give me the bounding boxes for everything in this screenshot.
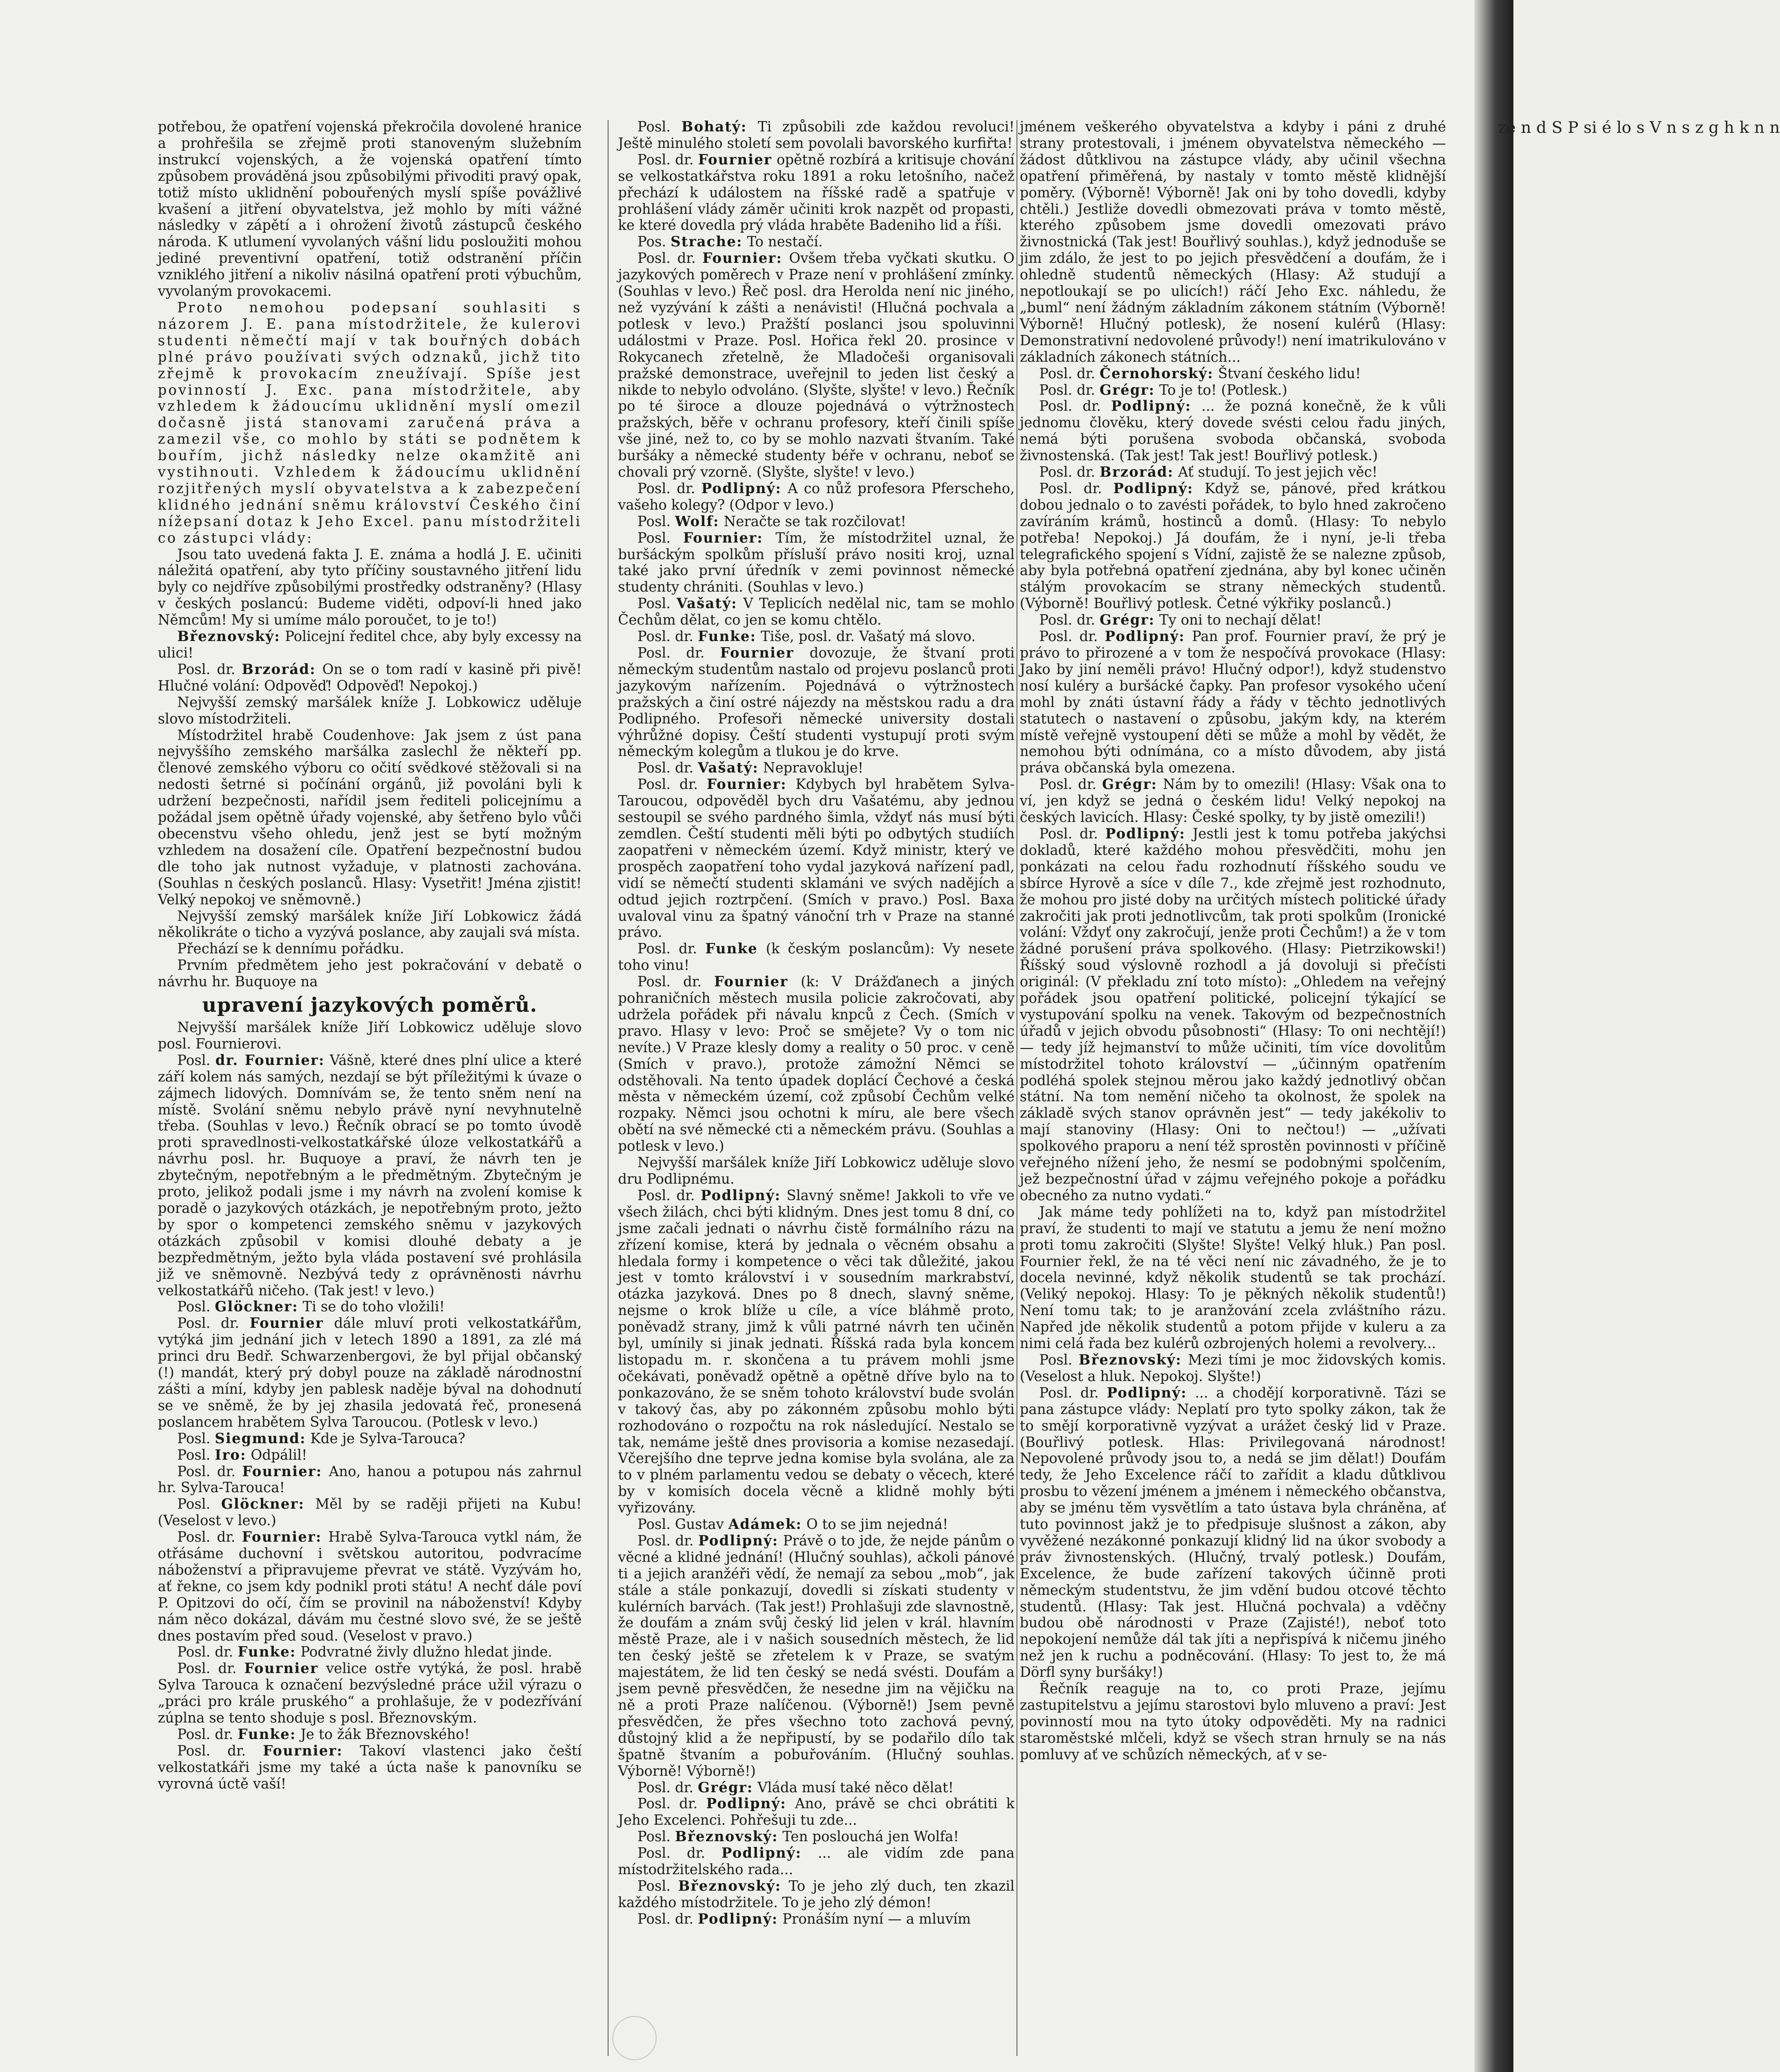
speaker-prefix: Posl. dr. — [637, 151, 698, 168]
paragraph — [158, 119, 582, 300]
speaker-name: Funke — [705, 940, 758, 957]
speaker-prefix: Posl. — [177, 1496, 221, 1512]
paragraph — [158, 941, 582, 957]
speaker-prefix: Posl. dr. — [637, 760, 698, 776]
speaker-name: Březnovský: — [675, 1828, 778, 1845]
paragraph-text: To je jeho zlý duch, ten zkazil každého místodržitele. To je jeho zlý démon! — [618, 1877, 1015, 1910]
speaker-name: Glöckner: — [215, 1298, 299, 1315]
speaker-name: Grégr: — [698, 1779, 753, 1796]
paragraph-text: Přechází se k dennímu pořádku. — [177, 941, 404, 957]
paragraph-text: dále mluví proti velkostatkářům, vytýká jim jednání jich v letech 1890 a 1891, za zlé má princi dru Bedř. Schwarzenbergovi, že byl přijal občanský (!) mandát, který prý dobyl pouze na základě národnostní zášti a míní, kdyby jen pablesk naděje býval na dohodnutí se ve sněmě, že by jej zhasila jedovatá řeč, pronesená poslancem hrabětem Sylva Taroucou. (Potlesk v levo.) — [158, 1315, 582, 1430]
paragraph-text: Takoví vlastenci jako čeští velkostatkáři jsme my také a úcta naše k panovníku se vyrovná úctě vaší! — [158, 1742, 582, 1792]
speaker-name: dr. Fournier: — [215, 1051, 325, 1068]
speaker-name: Brzorád: — [242, 660, 316, 677]
paragraph-text: Kde je Sylva-Tarouca? — [306, 1430, 465, 1446]
paragraph-text: Ať studují. To jest jejich věc! — [1173, 464, 1378, 480]
paragraph-text: Řečník reaguje na to, co proti Praze, jejímu zastupitelstvu a jejímu starostovi bylo mluveno a praví: Jest povinností mou na tyto útoky odpověděti. My na radnici staroměstské mlčeli, když se všech stran hrnuly se na nás pomluvy ať ve schůzích německých, ať v se- — [1020, 1681, 1446, 1763]
paragraph — [618, 1516, 1015, 1533]
speaker-prefix: Posl. dr. — [637, 1532, 699, 1549]
paragraph-text: Ten poslouchá jen Wolfa! — [778, 1828, 959, 1845]
speaker-prefix: Posl. dr. — [177, 1726, 238, 1742]
speaker-name: Podlipný: — [1111, 398, 1192, 414]
paragraph — [158, 1529, 582, 1644]
speaker-name: Adámek: — [728, 1516, 802, 1533]
text-column-left — [158, 119, 582, 2059]
paragraph-text: Prvním předmětem jeho jest pokračování v debatě o návrhu hr. Buquoye na — [158, 957, 582, 990]
paragraph — [1020, 776, 1446, 826]
paragraph-text: Místodržitel hrabě Coudenhove: Jak jsem z úst pana nejvyššího zemského maršálka zaslechl že někteří pp. členové zemského výboru co očití svědkové stěžovali si na nedosti šetrné si počínání orgánů, již povoláni byli k udržení bezpečnosti, nařídil jsem řediteli policejnímu a požádal jsem opětně úřady vojenské, aby šetřeno bylo vůči obecenstvu všeho ohledu, jenž jest se bytí možným vzhledem na dosažení cíle. Opatření bezpečnostní budou dle toho jak nutnost vyžaduje, v platnosti zachována. (Souhlas n českých poslanců. Hlasy: Vysetřit! Jména zjistit! Velký nepokoj ve sněmovně.) — [158, 727, 582, 908]
paragraph — [158, 1299, 582, 1315]
adjacent-page-edge-text: ze n d S P si é lo s V n s z g h k n n — [1498, 118, 1780, 137]
paragraph-text: Hrabě Sylva-Tarouca vytkl nám, že otřásáme duchovní i světskou autoritou, podvracíme náboženství a připravujeme převrat ve státě. Vyzývám ho, ať řekne, co jsem kdy podnikl proti státu! A nechť dále poví P. Opitzovi do očí, čím se provinil na náboženství! Kdyby nám něco dokázal, dávám mu čestné slovo své, že se ještě dnes postavím před soud. (Veselost v pravo.) — [158, 1529, 582, 1644]
speaker-name: Fournier: — [707, 776, 787, 793]
text-column-middle — [618, 119, 1015, 2059]
speaker-prefix: Posl. dr. — [1039, 398, 1111, 414]
speaker-prefix: Posl. — [637, 1877, 678, 1894]
paragraph-text: Tím, že místodržitel uznal, že buršáckým spolkům přísluší právo nositi kroj, uznal také jako první úředník v zemi povinnost německé studenty chrániti. (Souhlas v levo.) — [618, 529, 1015, 595]
speaker-prefix: Posl. dr. — [177, 1660, 244, 1677]
paragraph-text: Vláda musí také něco dělat! — [753, 1779, 954, 1796]
paragraph — [158, 1019, 582, 1052]
speaker-name: Podlipný: — [1105, 825, 1186, 842]
paragraph — [1020, 826, 1446, 1204]
paragraph — [158, 300, 582, 546]
speaker-name: Siegmund: — [215, 1430, 306, 1446]
paragraph-text: Nejvyšší maršálek kníže Jiří Lobkowicz uděluje slovo dru Podlipnému. — [618, 1154, 1015, 1187]
paragraph-text: Ano, hanou a potupou nás zahrnul hr. Sylva-Tarouca! — [158, 1463, 582, 1496]
paragraph — [618, 250, 1015, 480]
paragraph-text: Odpálil! — [246, 1446, 308, 1463]
paragraph-text: Pan prof. Fournier praví, že prý je právo to přirozené a v tom že nespočívá provokace (Hlasy: Jako by jiní neměli právo! Hlučný odpor!), když studenstvo nosí kuléry a buršácké čapky. Pan profesor vysokého učení mohl by znáti ústavní řády a řády v těchto jednotlivých statutech o nastavení o způsobu, jakým kdy, na kterém místě veřejně vystoupení děti se může a mohl by vědět, že nemohou býti odnímána, co a místo důvodem, aby jistá práva občanská byla omezena. — [1020, 628, 1446, 776]
paragraph — [618, 1878, 1015, 1911]
speaker-name: Grégr: — [1102, 776, 1157, 793]
speaker-prefix: Posl. Gustav — [637, 1516, 729, 1533]
speaker-prefix: Posl. dr. — [637, 776, 707, 793]
text-column-right — [1020, 119, 1446, 2059]
paragraph — [158, 1496, 582, 1529]
paragraph — [618, 1154, 1015, 1187]
paragraph-text: Ty oni to nechají dělat! — [1154, 612, 1322, 628]
speaker-prefix: Posl. dr. — [1039, 776, 1102, 793]
speaker-prefix: Posl. dr. — [177, 1315, 250, 1332]
speaker-prefix: Posl. — [177, 1430, 215, 1446]
paragraph — [158, 628, 582, 661]
paragraph — [618, 1796, 1015, 1828]
column-divider — [1016, 120, 1017, 2056]
speaker-name: Bohatý: — [681, 118, 747, 135]
paragraph-text: Nejvyšší zemský maršálek kníže Jiří Lobkowicz žádá několikráte o ticho a vyzývá poslance, aby zaujali svá místa. — [158, 908, 582, 941]
paragraph — [618, 941, 1015, 974]
paragraph — [1020, 480, 1446, 612]
speaker-name: Březnovský: — [678, 1877, 781, 1894]
paragraph — [158, 1726, 582, 1743]
speaker-prefix: Posl. dr. — [177, 1529, 242, 1545]
paragraph-text: Jestli jest k tomu potřeba jakýchsi dokladů, které každého mohou přesvědčiti, mohu jen ponkázati na celou řadu rozhodnutí říšského soudu ve sbírce Hyrově a síce v díle 7., kde zřejmě jest rozhodnuto, že mohou pro jisté doby na určitých místech politické úřady zakročiti jak proti jednotlivcům, tak proti spolkům (Ironické volání: Vždyť ony zakročují, jenže proti Čechům!) a že v tom žádné porušení práva spolkového. (Hlasy: Pietrzikowski!) Říšský soud výslovně rozhodl a já dovoluji si přečísti originál: (V překladu zní toto místo): „Ohledem na veřejný pořádek jsou opatření politické, policejní týkající se vystupování spolku na venek. Takovým od bezpečnostních úřadů v jejich obvodu působnosti“ (Hlasy: To oni nechtějí!) — tedy jíž hejmanství to může učiniti, tím více dovolitům místodržitel tohoto království — „účinným opatřením podléhá spolek stejnou měrou jako každý jednotlivý občan státní. Na tom nemění ničeho ta okolnost, že spolek na základě svých stanov oprávněn jest“ — tedy jakékoliv to mají stanoviny (Hlasy: Oni to nečtou!) — „užívati spolkového praporu a není též sprostěn povinnosti v příčině veřejného nížení jeho, že nesmí se podobnými spolčením, jež bezpečnostní úřad v zájmu veřejného pokoje a pořádku obecného za nutno vydati.“ — [1020, 825, 1447, 1203]
paragraph-text: (k českým poslancům): Vy nesete toho vinu! — [618, 941, 1015, 974]
paragraph — [618, 530, 1015, 596]
speaker-prefix: Posl. dr. — [637, 628, 698, 645]
paragraph-text: V Teplicích nedělal nic, tam se mohlo Čechům dělat, co jen se komu chtělo. — [618, 595, 1015, 628]
paragraph-text: dovozuje, že štvaní proti německým studentům nastalo od projevu poslanců proti jazykovým nařízením. Pojednává o výtržnostech pražských a činí ostré nájezdy na městskou radu a dra Podlipného. Profesoři německé university dostali výhrůžné dopisy. Čeští studenti vystupují proti svým německým kolegům a tlukou je do krve. — [618, 645, 1015, 760]
paragraph-text: Nám by to omezili! (Hlasy: Však ona to ví, jen když se jedná o českém lidu! Velký nepokoj na českých lavicích. Hlasy: České spolky, ty by jistě omezili!) — [1020, 776, 1446, 826]
paragraph — [1020, 366, 1446, 382]
speaker-name: Funke: — [698, 628, 756, 645]
paragraph — [618, 1187, 1015, 1516]
speaker-prefix: Posl. dr. — [637, 1187, 701, 1203]
paragraph — [158, 1052, 582, 1299]
paragraph — [158, 957, 582, 990]
speaker-prefix: Posl. — [1039, 1351, 1079, 1368]
speaker-prefix: Posl. dr. — [1039, 1384, 1107, 1401]
paragraph — [618, 595, 1015, 628]
paragraph — [1020, 464, 1446, 480]
paragraph — [158, 546, 582, 629]
paragraph-text: On se o tom radí v kasině při pivě! Hlučné volání: Odpověď! Odpověď! Nepokoj.) — [158, 661, 582, 694]
paragraph-text: Právě o to jde, že nejde pánům o věcné a klidné jednání! (Hlučný souhlas), ačkoli pánové ti a jejich aranžéři vědí, že nemají za sebou „mob“, jak stále a stále ponkazují, dovedli si získati studenty v kulérních barvách. (Tak jest!) Prohlašuji zde slavnostně, že doufám a znám svůj český lid jelen v král. hlavním městě Praze, ale i v našich sousedních městech, že lid ten český ještě se zřetelem k v Praze, se svatým majestátem, že lid ten český se nedá svésti. Doufám a jsem pevně přesvědčen, že nesedne jim na vějičku na ně a proti Praze nalíčenou. (Výborně!) Jsem pevně přesvědčen, že přes všechno toto zachová pevný, důstojný klid a že nepřipustí, by se podařilo dílo tak špatně štvaním a pobuřováním. (Hlučný souhlas. Výborně! Výborně!) — [618, 1532, 1015, 1779]
paragraph — [158, 1315, 582, 1430]
paragraph — [1020, 1204, 1446, 1352]
paragraph — [1020, 1352, 1446, 1385]
paragraph-text: Ano, právě se chci obrátiti k Jeho Excelenci. Pohřešuji tu zde... — [618, 1796, 1015, 1828]
paragraph — [618, 513, 1015, 530]
speaker-name: Grégr: — [1099, 381, 1155, 398]
paragraph-text: Podvratné živly dlužno hledat jinde. — [296, 1644, 553, 1660]
speaker-name: Fournier: — [242, 1528, 322, 1545]
paragraph — [158, 1644, 582, 1660]
paragraph — [1020, 398, 1446, 464]
speaker-name: Strache: — [670, 233, 743, 250]
speaker-name: Funke: — [237, 1643, 296, 1660]
speaker-prefix: Posl. — [637, 529, 683, 546]
paragraph-text: Jak máme tedy pohlížeti na to, když pan místodržitel praví, že studenti to mají ve statutu a jemu že není možno proti tomu zakročiti (Slyšte! Slyšte! Velký hluk.) Pan posl. Fournier řekl, že na té věci není nic závadného, že je to docela nevinné, když několik studentů se tak prochází. (Veliký nepokoj. Hlasy: To je pěkných několik studentů!) Není tomu tak; to je aranžování zcela zvláštního rázu. Napřed jde několik studentů a potom přijde v kuleru a za nimi celá řada bez kulérů ozbrojených holemi a revolvery... — [1020, 1203, 1446, 1352]
speaker-name: Podlipný: — [706, 1795, 787, 1812]
speaker-name: Fournier: — [702, 250, 782, 267]
paragraph — [158, 727, 582, 908]
paragraph — [618, 974, 1015, 1154]
speaker-name: Wolf: — [675, 512, 720, 529]
paragraph — [1020, 1681, 1446, 1763]
speaker-prefix: Posl. dr. — [177, 661, 242, 677]
paragraph-text: Ovšem třeba vyčkati skutku. O jazykových poměrech v Praze není v prohlášení zmínky. (Souhlas v levo.) Řeč posl. dra Herolda není nic jiného, než vyzývání k zášti a nenávisti! (Hlučná pochvala a potlesk v levo.) Pražští poslanci jsou spoluvinni událostmi v Praze. Posl. Hořica řekl 20. prosince v Rokycanech zřetelně, že Mladočeši organisovali pražské demonstrace, uveřejnil to jeden list český a nikde to nebylo odvoláno. (Slyšte, slyšte! v levo.) Řečník po té široce a dlouze pojednává o výtržnostech pražských, běře v ochranu profesory, kteří činili spíše vše jiné, než to, co by se mohlo nazvati štvaním. Také buršáky a německé studenty béře v ochranu, neboť se chovali prý vzorně. (Slyšte, slyšte! v levo.) — [618, 250, 1015, 480]
speaker-name: Podlipný: — [698, 1910, 778, 1927]
paragraph-text: opětně rozbírá a kritisuje chování se velkostatkářstva roku 1891 a roku letošního, načež přechází k událostem na říšské radě a spatřuje v prohlášení vlády záměr učiniti krok nazpět od propasti, ke které dovedla prý vláda hraběte Badeniho lid a říši. — [618, 151, 1015, 234]
paragraph-text: potřebou, že opatření vojenská překročila dovolené hranice a prohřešila se zřejmě proti stanoveným služebním instrukcí vojenských, a že vojenská opatření tímto způsobem prováděná jsou způsobilými přivoditi pravý opak, totiž místo uklidnění pobouřených myslí spíše povážlivé kvašení a jitření obyvatelstva, jež mohlo by míti vážné následky v zápětí a i ohrožení životů zástupců českého národa. K utlumení vyvolaných vášní lidu posloužiti mohou jediné preventivní opatření, totiž odstranění příčin vzniklého jitření a nikoliv násilná opatření proti výbuchům, vyvolaným provokacemi. — [158, 119, 582, 300]
speaker-prefix: Posl. dr. — [637, 1845, 722, 1861]
paragraph — [158, 1430, 582, 1447]
paragraph-text: Štvaní českého lidu! — [1213, 365, 1361, 382]
paragraph-text: A co nůž profesora Pferscheho, vašeho kolegy? (Odpor v levo.) — [618, 480, 1015, 513]
speaker-prefix: Posl. dr. — [1039, 825, 1105, 842]
paragraph-text: Nepravokluje! — [758, 760, 864, 776]
speaker-prefix: Posl. — [177, 1052, 216, 1068]
speaker-name: Podlipný: — [701, 479, 782, 496]
paragraph-text: (k: V Drážďanech a jiných pohraničních městech musila policie zakročovati, aby udržela pořádek při návalu knpců z Čech. (Smích v pravo. Hlasy v levo: Proč se smějete? Vy o tom nic nevíte.) V Praze klesly domy a reality o 50 proc. v ceně (Smích v pravo.), protože zámožní Němci se odstěhovali. Na tento úpadek doplácí Čechové a česká města v německém území, což způsobí Čechům velké rozpaky. Němci jsou ochotni k míru, ale bere všech obětí na své německé cti a německém právu. (Souhlas a potlesk v levo.) — [618, 974, 1015, 1154]
paragraph-text: O to se jim nejedná! — [802, 1516, 948, 1533]
speaker-name: Funke: — [237, 1726, 296, 1742]
paragraph — [618, 234, 1015, 250]
paragraph-text: Vášně, které dnes plní ulice a které září kolem nás samých, nezdají se být příležitými k úvaze o zájmech lidových. Domnívám se, že tento sněm není na místě. Svolání sněmu nebylo právě nyní nevyhnutelně třeba. (Souhlas v levo.) Řečník obrací se po tomto úvodě proti spravedlnosti-velkostatkářské úloze velkostatkářů a návrhu posl. hr. Buquoye a praví, že návrh ten je zbytečným, nepotřebným a le předmětným. Zbytečným je proto, jelikož podali jsme i my návrh na zvolení komise k poradě o jazykových otázkách, je nepotřebným proto, ježto by spor o kompetenci zemského sněmu v jazykových otázkách způsobil v komisi dlouhé debaty a je bezpředmětným, ježto byla vláda postavení své prohlásila již ve sněmovně. Nezbývá tedy z oprávněnosti návrhu velkostatkářů ničeho. (Tak jest! v levo.) — [158, 1052, 582, 1299]
paragraph-text: Ti způsobili zde každou revoluci! Ještě minulého století sem povolali bavorského kurfiřta! — [618, 119, 1015, 151]
paragraph-text: Nejvyšší maršálek kníže Jiří Lobkowicz uděluje slovo posl. Fournierovi. — [158, 1019, 582, 1052]
speaker-name: Podlipný: — [698, 1532, 779, 1549]
paragraph — [618, 1779, 1015, 1796]
speaker-prefix: Posl. — [177, 1299, 215, 1315]
speaker-prefix: Posl. dr. — [1039, 628, 1105, 645]
paragraph — [618, 1911, 1015, 1927]
speaker-prefix: Posl. dr. — [637, 1910, 698, 1927]
speaker-prefix: Posl. dr. — [637, 645, 720, 661]
speaker-name: Fournier — [698, 151, 772, 168]
paragraph-text: Jsou tato uvedená fakta J. E. známa a hodlá J. E. učiniti náležitá opatření, aby tyto příčiny soustavného jitření lidu byly co nejdříve způsobilými prostředky odstraněny? (Hlasy v českých poslancú: Budeme viděti, odpoví-li hned jako Němcům! My si umíme málo poroučet, to je to!) — [158, 546, 582, 628]
speaker-prefix: Posl. dr. — [637, 1796, 707, 1812]
paragraph — [618, 776, 1015, 941]
speaker-name: Fournier: — [263, 1742, 343, 1759]
speaker-name: Fournier: — [242, 1463, 322, 1479]
speaker-name: Podlipný: — [721, 1844, 802, 1861]
speaker-prefix: Posl. dr. — [177, 1644, 238, 1660]
paragraph-text: Je to žák Březnovského! — [296, 1726, 470, 1742]
speaker-name: Březnovský: — [177, 628, 281, 645]
speaker-name: Podlipný: — [1106, 1384, 1187, 1401]
paragraph — [618, 1845, 1015, 1878]
speaker-name: Vašatý: — [698, 759, 759, 776]
speaker-prefix: Posl. dr. — [637, 250, 703, 267]
speaker-prefix: Posl. dr. — [1039, 365, 1100, 382]
paragraph — [1020, 119, 1446, 366]
paragraph-text: Mezi tími je moc židovských komis. (Veselost a hluk. Nepokoj. Slyšte!) — [1020, 1351, 1447, 1384]
library-stamp — [612, 2016, 657, 2060]
paragraph-text: ... a chodějí korporativně. Tázi se pana zástupce vlády: Neplatí pro tyto spolky zákon, tak že to smějí korporativně vyzývat a urážet český lid v Praze. (Bouřlivý potlesk. Hlas: Privilegovaná národnost! Nepovolené průvody jsou to, a nedá se jim dělat!) Doufám tedy, že Jeho Excelence ráčí to zařídit a kladu důtklivou prosbu to vězení jménem a jménem i německého občanstva, aby se jménu těm vysvětlím a tato ústava byla chráněna, ať tuto povinnost jakž je to předpisuje slušnost a zákon, aby vyvěžené nezákonné ponkazují klidný lid na úkor svobody a práv živnostenských. (Hlučný, trvalý potlesk.) Doufám, Excelence, že bude zařízení takových účinně proti německým studentstvu, že jim vdění budou otcové těchto studentů. (Hlasy: Tak jest. Hlučná pochvala) a vděčny budou obě národnosti v Praze (Zajisté!), neboť toto nepokojení nemůže dál tak jíti a nepřispívá k ničemu jiného než jen k ruchu a podněcování. (Hlasy: To jest to, že má Dörfl syny buršáky!) — [1020, 1384, 1446, 1681]
speaker-name: Březnovský: — [1079, 1351, 1182, 1368]
paragraph — [618, 628, 1015, 645]
speaker-prefix: Posl. dr. — [637, 974, 715, 990]
paragraph-text: Nejvyšší zemský maršálek kníže J. Lobkowicz uděluje slovo místodržiteli. — [158, 694, 582, 727]
speaker-prefix: Posl. dr. — [1039, 382, 1100, 398]
speaker-prefix: Posl. dr. — [637, 1779, 698, 1796]
paragraph — [158, 1660, 582, 1726]
paragraph-text: Slavný sněme! Jakkoli to vře ve všech žilách, chci býti klidným. Dnes jest tomu 8 dní, co jsme začali jednati o návrhu čistě formálního rázu na zřízení komise, která by jednala o věcném obsahu a hledala formy i kompetence o věci tak důležité, jakou jest v tomto království i v sousedním markrabství, otázka jazyková. Dnes po 8 dnech, slavný sněme, nejsme o krok blíže u cíle, a více bláhmě proto, poněvadž strany, jimž k vůli patrné návrh ten učiněn byl, umínily si jinak jednati. Říšská rada byla koncem listopadu m. r. skončena a tu právem mohli jsme očekávati, poněvadž opětně a opětně dříve bylo na to ponkazováno, že se sněm tohoto království bude svolán v takový čas, aby po zákonném způsobu mohlo býti rozhodováno o rozpočtu na rok následující. Nestalo se tak, nemáme ještě dnes provisoria a komise nezasedají. Včerejšího dne teprve jedna komise byla svolána, ale za to v plném parlamentu vedou se debaty o věcech, které by v komisích docela věcně a klidně mohly býti vyřizovány. — [618, 1187, 1015, 1516]
section-heading — [158, 993, 582, 1017]
paragraph — [1020, 628, 1446, 776]
speaker-prefix: Posl. — [637, 119, 682, 135]
speaker-name: Podlipný: — [1105, 628, 1185, 645]
paragraph — [618, 1828, 1015, 1845]
speaker-prefix: Posl. — [177, 1446, 215, 1463]
speaker-prefix: Posl. — [637, 595, 677, 612]
paragraph-text: Když se, pánové, před krátkou dobou jednalo o to zavésti pořádek, to bylo hned zakročeno zavíráním krámů, hostinců a domů. (Hlasy: To nebylo potřeba! Nepokoj.) Já doufám, že i nyní, je-li třeba telegrafického spojení s Vídní, zajistě že se nalezne způsob, aby byla potřebná opatření zjednána, aby byl konec učiněn stálým provokacím se strany německých studentů. (Výborně! Bouřlivý potlesk. Četné výkřiky poslanců.) — [1020, 480, 1446, 612]
paragraph-text: ... ale vidím zde pana místodržitelského rada... — [618, 1845, 1015, 1878]
paragraph-text: To je to! (Potlesk.) — [1154, 382, 1288, 398]
paragraph — [158, 694, 582, 727]
paragraph-text: Policejní ředitel chce, aby byly excessy na ulici! — [158, 628, 582, 661]
paragraph-text: Neračte se tak rozčilovat! — [719, 513, 906, 529]
paragraph — [158, 1463, 582, 1496]
paragraph-text: Ti se do toho vložili! — [298, 1299, 445, 1315]
speaker-prefix: Posl. dr. — [1039, 612, 1100, 628]
speaker-name: Fournier — [250, 1315, 324, 1332]
speaker-prefix: Posl. dr. — [637, 480, 701, 496]
paragraph-text: ... že pozná konečně, že k vůli jednomu člověku, který dovede svésti celou řadu jiných, nemá býti porušena svoboda občanská, svoboda živnostenská. (Tak jest! Tak jest! Bouřlivý potlesk.) — [1020, 398, 1447, 464]
paragraph — [618, 480, 1015, 513]
paragraph-text: Měl by se raději přijeti na Kubu! (Veselost v levo.) — [158, 1496, 582, 1529]
speaker-prefix: Posl. dr. — [1039, 480, 1114, 496]
speaker-name: Fournier: — [683, 529, 763, 546]
speaker-name: Iro: — [215, 1446, 247, 1463]
speaker-prefix: Posl. dr. — [177, 1463, 243, 1479]
speaker-prefix: Posl. dr. — [637, 941, 706, 957]
paragraph — [1020, 612, 1446, 628]
paragraph-text: Tiše, posl. dr. Vašatý má slovo. — [756, 628, 976, 645]
column-divider — [608, 120, 609, 2056]
speaker-name: Fournier — [714, 973, 788, 990]
speaker-name: Brzorád: — [1099, 463, 1174, 480]
speaker-prefix: Posl. — [637, 1828, 675, 1845]
speaker-prefix: Pos. — [637, 234, 671, 250]
paragraph-text: To nestačí. — [742, 234, 823, 250]
speaker-name: Vašatý: — [676, 595, 738, 612]
paragraph — [618, 1533, 1015, 1779]
paragraph — [618, 760, 1015, 776]
paragraph — [158, 661, 582, 694]
paragraph — [158, 1447, 582, 1463]
speaker-name: Podlipný: — [1113, 479, 1194, 496]
paragraph — [158, 908, 582, 941]
speaker-name: Fournier — [244, 1660, 318, 1677]
speaker-name: Fournier — [720, 644, 794, 661]
speaker-prefix: Posl. dr. — [1039, 464, 1100, 480]
paragraph — [618, 119, 1015, 152]
paragraph — [158, 1743, 582, 1792]
paragraph-text: velice ostře vytýká, že posl. hrabě Sylva Tarouca k označení bezvýsledné práce užil výrazu o „práci pro krále pruského“ a prohlašuje, že v podezřívání zúplna se tento shoduje s posl. Březnovským. — [158, 1660, 582, 1726]
paragraph-text: Proto nemohou podepsaní souhlasiti s názorem J. E. pana místodržitele, že kulerovi studenti němečtí mají v tak bouřných dobách plné právo používati svých odznaků, jichž tito zřejmě k provokacím zneužívají. Spíše jest povinností J. Exc. pana místodržitele, aby vzhledem k žádoucímu uklidnění myslí omezil dočasně jistá stanovami zaručená práva a zamezil vše, co mohlo by státi se podnětem k bouřím, jichž následky nelze okamžitě ani vystihnouti. Vzhledem k žádoucímu uklidnění rozjitřených myslí obyvatelstva a k zabezpečení klidného jednání sněmu království Českého činí nížepsaní dotaz k Jeho Excel. panu místodržiteli co zástupci vlády: — [158, 299, 582, 546]
speaker-prefix: Posl. — [637, 513, 675, 529]
speaker-name: Grégr: — [1099, 611, 1155, 628]
paragraph — [618, 645, 1015, 760]
paragraph-text: Pronáším nyní — a mluvím — [778, 1910, 971, 1927]
paragraph — [1020, 1385, 1446, 1681]
paragraph — [618, 152, 1015, 234]
paragraph — [1020, 382, 1446, 398]
speaker-prefix: Posl. dr. — [177, 1742, 263, 1759]
paragraph-text: Kdybych byl hrabětem Sylva-Taroucou, odpověděl bych dru Vašatému, aby jednou sestoupil se svého pardného šimla, vždyť nás musí býti zemdlen. Čeští studenti měli býti po odbytých studiích zaopatřeni v německém území. Když ministr, který ve prospěch zaopatření toho vydal jazyková nařízení padl, vidí se němečtí studenti sklamáni ve svých nadějích a odtud jejich roztrpčení. (Smích v pravo.) Posl. Baxa uvaloval vinu za špatný vánoční trh v Praze na stanné právo. — [618, 776, 1015, 941]
speaker-name: Glöckner: — [221, 1495, 305, 1512]
paragraph-text: upravení jazykových poměrů. — [202, 993, 537, 1017]
speaker-name: Černohorský: — [1099, 365, 1214, 382]
speaker-name: Podlipný: — [700, 1186, 781, 1203]
paragraph-text: jménem veškerého obyvatelstva a kdyby i páni z druhé strany protestovali, i jménem obyvatelstva německého — žádost důtklivou na zástupce vlády, aby učinil všechna opatření přiměřená, by nastaly v tomto městě klidnější poměry. (Výborně! Výborně! Jak oni by toho dovedli, kdyby chtěli.) Jestliže dovedli obmezovati práva v tomto městě, kterého způsobem jsme dovedli omezovati právo živnostnická (Tak jest! Bouřlivý souhlas.), když jednoduše se jim zdálo, že jest to po jejich přesvědčení a doufám, že i ohledně studentů německých (Hlasy: Až studují a nepotloukají se po ulicích!) ráčí Jeho Exc. náhledu, že „buml“ není žádným základním zákonem státním (Výborně! Výborně! Hlučný potlesk), že nosení kulérů (Hlasy: Demonstrativní nedovolené průvody!) není imatrikulováno v základních zákonech státních... — [1020, 119, 1446, 365]
